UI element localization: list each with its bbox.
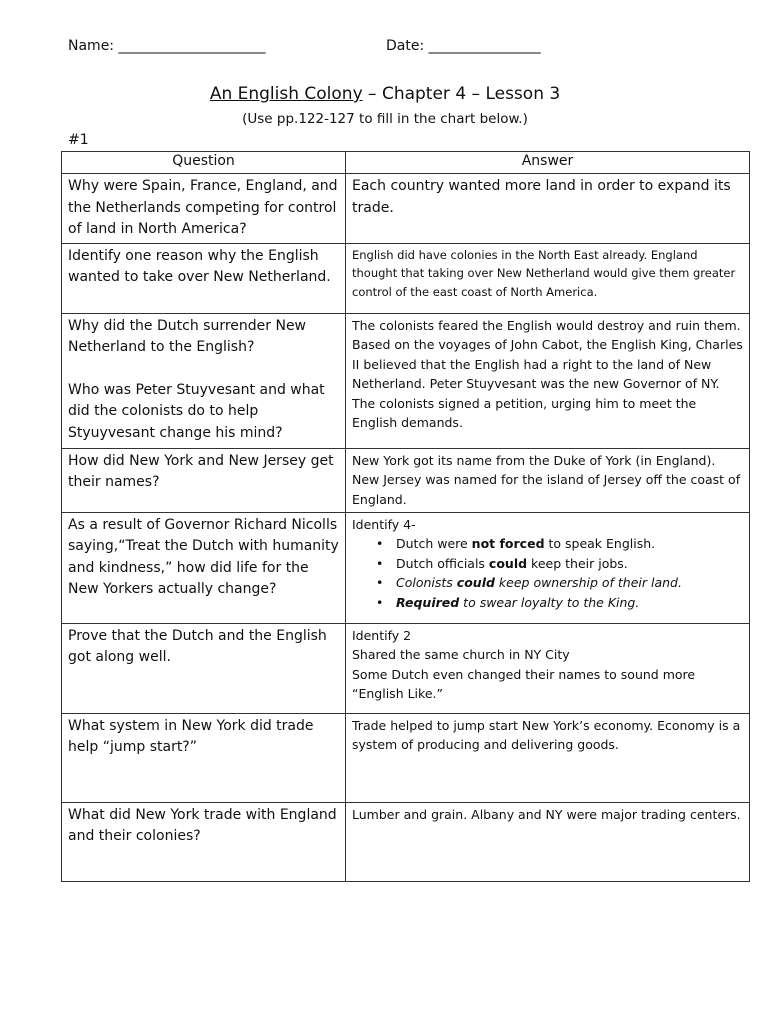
table-row	[62, 512, 750, 623]
question-answer-table	[61, 151, 750, 882]
table-row	[62, 448, 750, 512]
question-part-a: Why did the Dutch surrender New Netherland to the English?	[68, 317, 307, 355]
answer-cell: New York got its name from the Duke of York (in England). New Jersey was named for the island of Jersey off the coast of England.	[346, 448, 750, 512]
column-header-question: Question	[62, 152, 346, 174]
list-item: • Colonists could keep ownership of their land.	[396, 573, 743, 593]
question-cell: How did New York and New Jersey get their names?	[62, 448, 346, 512]
question-part-b: Who was Peter Stuyvesant and what did the colonists do to help Styuyvesant change his mind?	[68, 381, 325, 441]
table-row	[62, 313, 750, 448]
table-row	[62, 802, 750, 881]
spacer	[68, 359, 339, 380]
question-cell: What system in New York did trade help “jump start?”	[62, 713, 346, 802]
answer-cell: Lumber and grain. Albany and NY were major trading centers.	[346, 802, 750, 881]
answer-intro: Identify 4-	[352, 516, 416, 532]
column-header-answer: Answer	[346, 152, 750, 174]
table-row	[62, 174, 750, 244]
title-chapter-lesson: – Chapter 4 – Lesson 3	[362, 84, 561, 104]
title-main: An English Colony	[209, 84, 363, 104]
answer-cell: English did have colonies in the North East already. England thought that taking over New Netherland would give them greater control of the east coast of North America.	[346, 243, 750, 313]
list-item: • Required to swear loyalty to the King.	[396, 593, 743, 613]
list-item: • Dutch officials could keep their jobs.	[396, 554, 743, 574]
answer-cell: Each country wanted more land in order to expand its trade.	[346, 174, 750, 244]
question-cell: As a result of Governor Richard Nicolls saying,“Treat the Dutch with humanity and kindness,” how did life for the New Yorkers actually change?	[62, 512, 346, 623]
table-header-row	[62, 152, 750, 174]
date-field-label: Date: ________________	[386, 38, 541, 54]
section-number: #1	[68, 132, 89, 148]
question-cell: Why were Spain, France, England, and the Netherlands competing for control of land in North America?	[62, 174, 346, 244]
table-row	[62, 713, 750, 802]
list-item: • Dutch were not forced to speak English.	[396, 534, 743, 554]
question-cell: Prove that the Dutch and the English got along well.	[62, 623, 346, 713]
table-row	[62, 243, 750, 313]
question-cell: Identify one reason why the English wanted to take over New Netherland.	[62, 243, 346, 313]
page-title	[0, 84, 770, 104]
answer-line: Identify 2	[352, 627, 412, 643]
table-row	[62, 623, 750, 713]
answer-cell	[346, 623, 750, 713]
answer-bullet-list	[352, 534, 743, 612]
answer-cell	[346, 512, 750, 623]
answer-cell: The colonists feared the English would destroy and ruin them. Based on the voyages of John Cabot, the English King, Charles II believed that the English had a right to the land of New Netherland. Peter Stuyvesant was the new Governor of NY. The colonists signed a petition, urging him to meet the English demands.	[346, 313, 750, 448]
answer-line: Some Dutch even changed their names to sound more “English Like.”	[352, 666, 696, 701]
page-subtitle: (Use pp.122-127 to fill in the chart below.)	[242, 111, 528, 127]
answer-cell: Trade helped to jump start New York’s economy. Economy is a system of producing and delivering goods.	[346, 713, 750, 802]
question-cell: What did New York trade with England and their colonies?	[62, 802, 346, 881]
name-field-label: Name: _____________________	[68, 38, 266, 54]
question-cell	[62, 313, 346, 448]
answer-line: Shared the same church in NY City	[352, 647, 570, 662]
